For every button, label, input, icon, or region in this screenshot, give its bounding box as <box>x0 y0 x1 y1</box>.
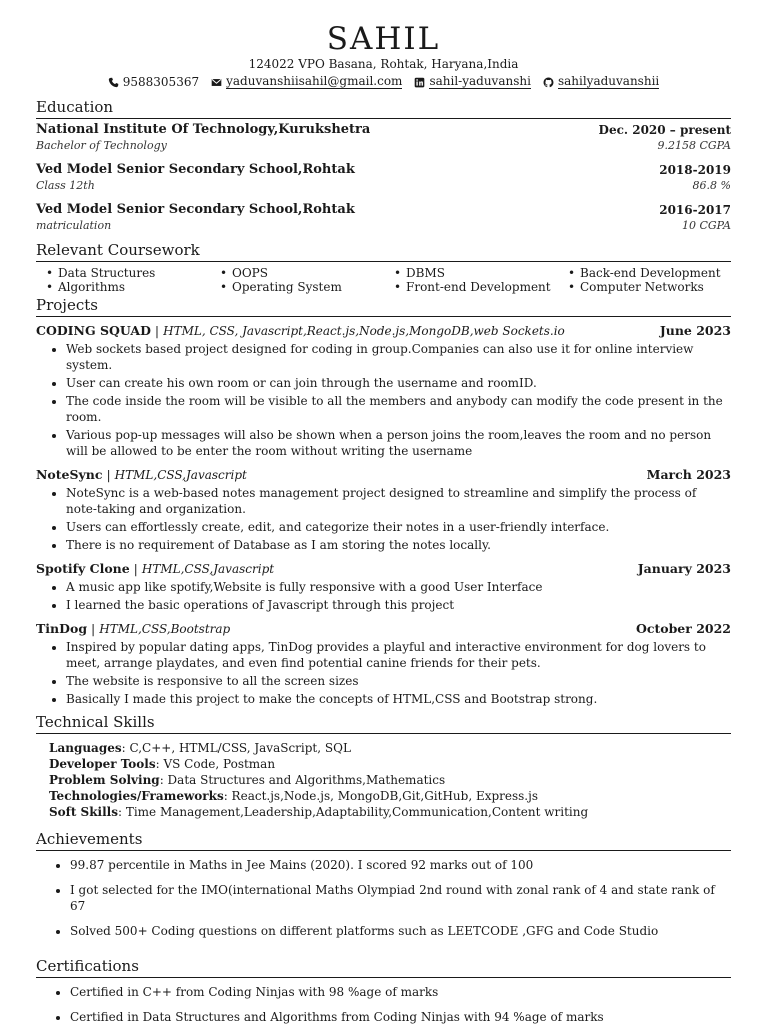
coursework-item: • Data Structures <box>58 266 232 280</box>
bullet-item: • NoteSync is a web-based notes management project designed to streamline and simplify the process of note-taking and organization. <box>66 485 731 517</box>
section-title-projects: Projects <box>36 296 731 317</box>
skill-value: : Time Management,Leadership,Adaptability,Communication,Content writing <box>117 805 589 819</box>
contact-github[interactable] <box>543 74 659 90</box>
skill-value: : Data Structures and Algorithms,Mathematics <box>159 773 446 787</box>
section-title-achievements: Achievements <box>36 830 731 851</box>
education-date: Dec. 2020 – present <box>598 123 731 137</box>
coursework-list <box>36 266 731 294</box>
project-tech: HTML,CSS,Javascript <box>114 468 247 482</box>
project-bullets <box>36 341 731 459</box>
project-entry: CODING SQUAD | HTML, CSS, Javascript,React.js,Node.js,MongoDB,web Sockets.io June 2023 • Web sockets based project designed for coding in group.Companies can also use it for online interview system. • User can create his own room or can join through the username and roomID. • The code inside the room will be visible to all the members and anybody can modify the code present in the room. • Various pop-up messages will also be shown when a person joins the room,leaves the room and no person will be allowed to be enter the room without writing the username <box>36 323 731 459</box>
skill-row <box>49 788 731 804</box>
project-entry: TinDog | HTML,CSS,Bootstrap October 2022 • Inspired by popular dating apps, TinDog provides a playful and interactive environment for dog lovers to meet, arrange playdates, and even find potential canine friends for their pets. • The website is responsive to all the screen sizes • Basically I made this project to make the concepts of HTML,CSS and Bootstrap strong. <box>36 621 731 707</box>
school-name: Ved Model Senior Secondary School,Rohtak <box>36 202 355 217</box>
project-entry: NoteSync | HTML,CSS,Javascript March 2023 • NoteSync is a web-based notes management project designed to streamline and simplify the process of note-taking and organization. • Users can effortlessly create, edit, and categorize their notes in a user-friendly interface. • There is no requirement of Database as I am storing the notes locally. <box>36 467 731 553</box>
achievement-item: • I got selected for the IMO(international Maths Olympiad 2nd round with zonal rank of 4 and state rank of 67 <box>70 882 731 914</box>
skills-list <box>36 740 731 820</box>
bullet-item: • A music app like spotify,Website is fully responsive with a good User Interface <box>66 579 731 595</box>
skill-row <box>49 740 731 756</box>
project-name: NoteSync <box>36 467 103 482</box>
skill-row <box>49 756 731 772</box>
skill-value: : VS Code, Postman <box>155 757 276 771</box>
envelope-icon <box>211 77 222 88</box>
skill-key: Technologies/Frameworks <box>49 789 224 803</box>
coursework-item: • Front-end Development <box>406 280 580 294</box>
achievement-item: • Solved 500+ Coding questions on different platforms such as LEETCODE ,GFG and Code Studio <box>70 923 731 939</box>
coursework-item: • DBMS <box>406 266 580 280</box>
project-bullets <box>36 579 731 613</box>
project-entry: Spotify Clone | HTML,CSS,Javascript January 2023 • A music app like spotify,Website is fully responsive with a good User Interface • I learned the basic operations of Javascript through this project <box>36 561 731 613</box>
skill-value: : React.js,Node.js, MongoDB,Git,GitHub, Express.js <box>223 789 538 803</box>
github-link[interactable]: sahilyaduvanshii <box>557 74 660 88</box>
bullet-item: • There is no requirement of Database as I am storing the notes locally. <box>66 537 731 553</box>
phone-icon <box>108 77 119 88</box>
project-bullets <box>36 639 731 707</box>
achievements-list <box>36 857 731 939</box>
project-name: TinDog <box>36 621 88 636</box>
coursework-item: • Back-end Development <box>580 266 754 280</box>
score: 86.8 % <box>692 179 731 192</box>
project-date: June 2023 <box>659 323 731 338</box>
contact-email[interactable] <box>211 74 402 90</box>
bullet-item: • The website is responsive to all the screen sizes <box>66 673 731 689</box>
degree: Class 12th <box>36 179 95 192</box>
resume-page <box>36 22 731 1034</box>
bullet-item: • Inspired by popular dating apps, TinDog provides a playful and interactive environment for dog lovers to meet, arrange playdates, and even find potential canine friends for their pets. <box>66 639 731 671</box>
project-tech: HTML, CSS, Javascript,React.js,Node.js,MongoDB,web Sockets.io <box>163 324 565 338</box>
bullet-item: • I learned the basic operations of Javascript through this project <box>66 597 731 613</box>
linkedin-link[interactable]: sahil-yaduvanshi <box>429 74 531 88</box>
certification-item: • Certified in C++ from Coding Ninjas with 98 %age of marks <box>70 984 731 1000</box>
score: 9.2158 CGPA <box>657 139 731 152</box>
section-title-skills: Technical Skills <box>36 713 731 734</box>
project-date: October 2022 <box>635 621 731 636</box>
project-date: January 2023 <box>637 561 731 576</box>
linkedin-icon <box>414 77 425 88</box>
candidate-name: SAHIL <box>326 21 441 57</box>
project-name: Spotify Clone <box>36 561 130 576</box>
certifications-list <box>36 984 731 1025</box>
project-name: CODING SQUAD <box>36 323 151 338</box>
education-entry <box>36 202 731 233</box>
education-date: 2018-2019 <box>659 163 731 177</box>
bullet-item: • Various pop-up messages will also be shown when a person joins the room,leaves the room and no person will be allowed to be enter the room without writing the username <box>66 427 731 459</box>
skill-value: : C,C++, HTML/CSS, JavaScript, SQL <box>121 741 351 755</box>
education-entry <box>36 122 731 153</box>
bullet-item: • The code inside the room will be visible to all the members and anybody can modify the code present in the room. <box>66 393 731 425</box>
skill-key: Soft Skills <box>49 805 118 819</box>
skill-key: Developer Tools <box>49 757 156 771</box>
section-title-coursework: Relevant Coursework <box>36 241 731 262</box>
project-date: March 2023 <box>646 467 731 482</box>
score: 10 CGPA <box>681 219 731 232</box>
skill-row <box>49 772 731 788</box>
address: 124022 VPO Basana, Rohtak, Haryana,India <box>248 57 519 71</box>
school-name: National Institute Of Technology,Kurukshetra <box>36 122 371 137</box>
skill-row <box>49 804 731 820</box>
github-icon <box>543 77 554 88</box>
skill-key: Problem Solving <box>49 773 160 787</box>
contact-linkedin[interactable] <box>414 74 531 90</box>
phone-number: 9588305367 <box>122 75 200 89</box>
school-name: Ved Model Senior Secondary School,Rohtak <box>36 162 355 177</box>
certification-item: • Certified in Data Structures and Algorithms from Coding Ninjas with 94 %age of marks <box>70 1009 731 1025</box>
email-link[interactable]: yaduvanshiisahil@gmail.com <box>226 74 403 88</box>
bullet-item: • Basically I made this project to make the concepts of HTML,CSS and Bootstrap strong. <box>66 691 731 707</box>
contact-bar <box>36 74 731 90</box>
degree: Bachelor of Technology <box>36 139 167 152</box>
coursework-item: • Computer Networks <box>580 280 754 294</box>
coursework-item: • Operating System <box>232 280 406 294</box>
coursework-item: • OOPS <box>232 266 406 280</box>
contact-phone <box>108 74 199 90</box>
section-title-education: Education <box>36 98 731 119</box>
section-title-certifications: Certifications <box>36 957 731 978</box>
education-entry <box>36 162 731 193</box>
bullet-item: • Web sockets based project designed for coding in group.Companies can also use it for online interview system. <box>66 341 731 373</box>
project-bullets <box>36 485 731 553</box>
bullet-item: • Users can effortlessly create, edit, and categorize their notes in a user-friendly interface. <box>66 519 731 535</box>
bullet-item: • User can create his own room or can join through the username and roomID. <box>66 375 731 391</box>
project-tech: HTML,CSS,Javascript <box>141 562 275 576</box>
project-tech: HTML,CSS,Bootstrap <box>99 622 231 636</box>
achievement-item: • 99.87 percentile in Maths in Jee Mains (2020). I scored 92 marks out of 100 <box>70 857 731 873</box>
education-date: 2016-2017 <box>659 203 731 217</box>
skill-key: Languages <box>49 741 122 755</box>
coursework-item: • Algorithms <box>58 280 232 294</box>
degree: matriculation <box>36 219 112 232</box>
